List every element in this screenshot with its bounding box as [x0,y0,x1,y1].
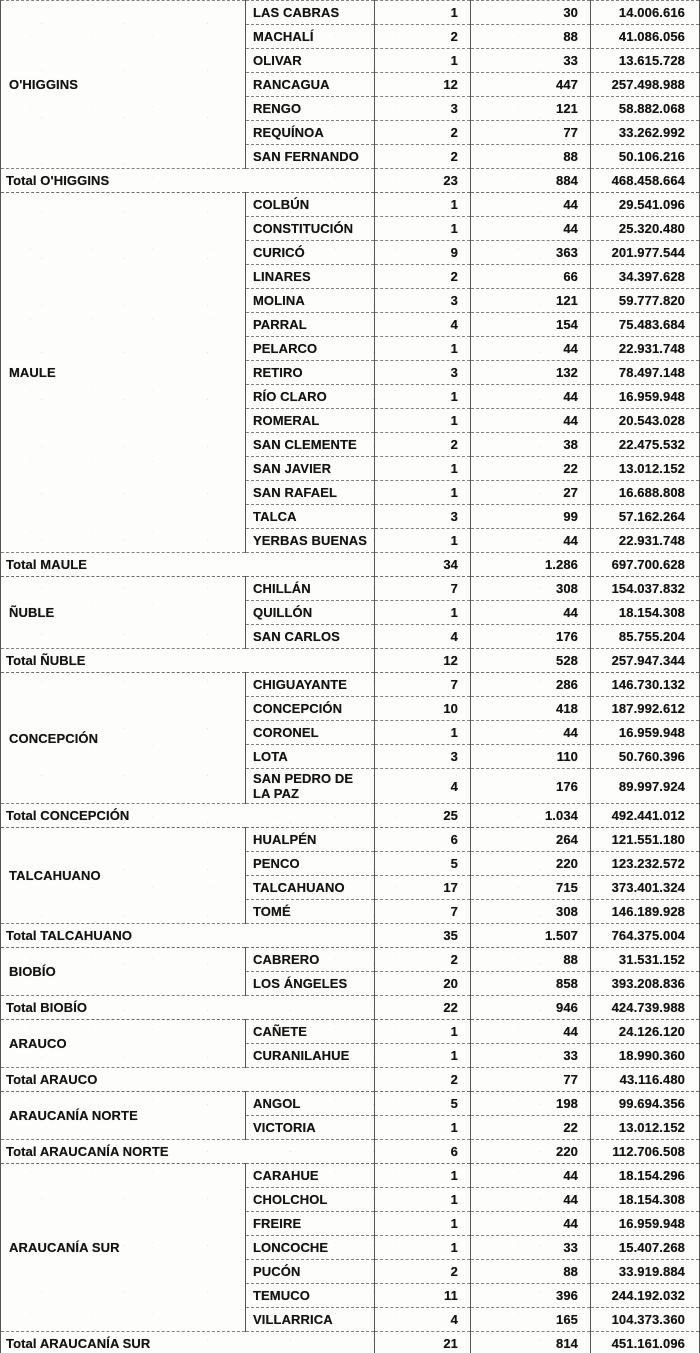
amount-cell: 50.106.216 [591,145,700,169]
count-cell: 11 [375,1284,471,1308]
total-count-cell: 35 [375,924,471,948]
commune-cell: ROMERAL [246,409,375,433]
total-count-cell: 21 [375,1332,471,1353]
total-label-cell: Total MAULE [1,553,375,577]
total-amount-cell: 257.947.344 [591,649,700,673]
amount-cell: 75.483.684 [591,313,700,337]
region-group [1,1,700,193]
amount-cell: 57.162.264 [591,505,700,529]
total-count-cell: 34 [375,553,471,577]
commune-row [1,948,700,972]
commune-cell: LINARES [246,265,375,289]
amount-cell: 201.977.544 [591,241,700,265]
commune-cell: LOTA [246,745,375,769]
region-total-row [1,924,700,948]
total-quantity-cell: 1.286 [471,553,591,577]
region-total-row [1,169,700,193]
amount-cell: 18.154.308 [591,1188,700,1212]
region-group [1,193,700,577]
commune-cell: VILLARRICA [246,1308,375,1332]
count-cell: 1 [375,193,471,217]
count-cell: 1 [375,1212,471,1236]
commune-cell: CURANILAHUE [246,1044,375,1068]
commune-row [1,1,700,25]
quantity-cell: 88 [471,1260,591,1284]
quantity-cell: 44 [471,1164,591,1188]
total-label-cell: Total ARAUCO [1,1068,375,1092]
amount-cell: 33.919.884 [591,1260,700,1284]
commune-cell: RÍO CLARO [246,385,375,409]
total-quantity-cell: 220 [471,1140,591,1164]
count-cell: 2 [375,1260,471,1284]
count-cell: 10 [375,697,471,721]
commune-cell: RENGO [246,97,375,121]
amount-cell: 18.154.296 [591,1164,700,1188]
amount-cell: 154.037.832 [591,577,700,601]
commune-cell: RETIRO [246,361,375,385]
amount-cell: 16.959.948 [591,385,700,409]
quantity-cell: 44 [471,601,591,625]
count-cell: 1 [375,337,471,361]
region-cell: ARAUCO [1,1020,246,1068]
total-count-cell: 12 [375,649,471,673]
region-cell: ARAUCANÍA SUR [1,1164,246,1332]
commune-cell: CABRERO [246,948,375,972]
commune-row [1,673,700,697]
amount-cell: 18.154.308 [591,601,700,625]
count-cell: 1 [375,385,471,409]
amount-cell: 244.192.032 [591,1284,700,1308]
count-cell: 1 [375,529,471,553]
count-cell: 3 [375,289,471,313]
amount-cell: 146.189.928 [591,900,700,924]
commune-cell: CONCEPCIÓN [246,697,375,721]
commune-cell: YERBAS BUENAS [246,529,375,553]
quantity-cell: 33 [471,1236,591,1260]
quantity-cell: 176 [471,625,591,649]
count-cell: 1 [375,1020,471,1044]
total-label-cell: Total O'HIGGINS [1,169,375,193]
total-quantity-cell: 814 [471,1332,591,1353]
total-amount-cell: 764.375.004 [591,924,700,948]
count-cell: 1 [375,1236,471,1260]
commune-row [1,577,700,601]
commune-cell: HUALPÉN [246,828,375,852]
quantity-cell: 44 [471,385,591,409]
total-quantity-cell: 884 [471,169,591,193]
amount-cell: 25.320.480 [591,217,700,241]
count-cell: 2 [375,433,471,457]
commune-cell: PENCO [246,852,375,876]
quantity-cell: 132 [471,361,591,385]
quantity-cell: 363 [471,241,591,265]
region-cell: MAULE [1,193,246,553]
amount-cell: 13.012.152 [591,1116,700,1140]
commune-row [1,1164,700,1188]
quantity-cell: 165 [471,1308,591,1332]
quantity-cell: 22 [471,457,591,481]
count-cell: 1 [375,49,471,73]
total-count-cell: 25 [375,804,471,828]
commune-cell: TALCA [246,505,375,529]
commune-row [1,828,700,852]
total-label-cell: Total ARAUCANÍA SUR [1,1332,375,1353]
amount-cell: 31.531.152 [591,948,700,972]
amount-cell: 123.232.572 [591,852,700,876]
amount-cell: 34.397.628 [591,265,700,289]
amount-cell: 18.990.360 [591,1044,700,1068]
count-cell: 1 [375,1044,471,1068]
amount-cell: 16.959.948 [591,721,700,745]
quantity-cell: 66 [471,265,591,289]
count-cell: 5 [375,852,471,876]
amount-cell: 187.992.612 [591,697,700,721]
commune-cell: REQUÍNOA [246,121,375,145]
region-total-row [1,996,700,1020]
amount-cell: 257.498.988 [591,73,700,97]
quantity-cell: 154 [471,313,591,337]
amount-cell: 373.401.324 [591,876,700,900]
commune-cell: MACHALÍ [246,25,375,49]
total-amount-cell: 112.706.508 [591,1140,700,1164]
commune-cell: CONSTITUCIÓN [246,217,375,241]
amount-cell: 33.262.992 [591,121,700,145]
quantity-cell: 715 [471,876,591,900]
region-cell: O'HIGGINS [1,1,246,169]
count-cell: 12 [375,73,471,97]
commune-cell: PARRAL [246,313,375,337]
count-cell: 1 [375,217,471,241]
commune-cell: SAN CLEMENTE [246,433,375,457]
commune-cell: SAN PEDRO DE LA PAZ [246,769,375,804]
total-quantity-cell: 528 [471,649,591,673]
count-cell: 17 [375,876,471,900]
quantity-cell: 858 [471,972,591,996]
count-cell: 1 [375,409,471,433]
count-cell: 2 [375,948,471,972]
commune-cell: VICTORIA [246,1116,375,1140]
quantity-cell: 176 [471,769,591,804]
quantity-cell: 286 [471,673,591,697]
amount-cell: 24.126.120 [591,1020,700,1044]
amount-cell: 50.760.396 [591,745,700,769]
amount-cell: 22.931.748 [591,337,700,361]
count-cell: 1 [375,1,471,25]
region-group [1,1020,700,1092]
count-cell: 2 [375,265,471,289]
commune-cell: CAÑETE [246,1020,375,1044]
commune-cell: SAN FERNANDO [246,145,375,169]
total-label-cell: Total ÑUBLE [1,649,375,673]
region-total-row [1,1332,700,1353]
commune-cell: PELARCO [246,337,375,361]
count-cell: 2 [375,121,471,145]
count-cell: 1 [375,1164,471,1188]
count-cell: 4 [375,313,471,337]
region-total-row [1,1140,700,1164]
region-group [1,673,700,828]
amount-cell: 146.730.132 [591,673,700,697]
count-cell: 2 [375,145,471,169]
commune-row [1,1020,700,1044]
commune-cell: CARAHUE [246,1164,375,1188]
count-cell: 6 [375,828,471,852]
total-count-cell: 2 [375,1068,471,1092]
count-cell: 4 [375,625,471,649]
total-label-cell: Total ARAUCANÍA NORTE [1,1140,375,1164]
quantity-cell: 22 [471,1116,591,1140]
commune-row [1,193,700,217]
quantity-cell: 396 [471,1284,591,1308]
commune-cell: FREIRE [246,1212,375,1236]
commune-cell: QUILLÓN [246,601,375,625]
commune-cell: SAN CARLOS [246,625,375,649]
total-count-cell: 6 [375,1140,471,1164]
count-cell: 4 [375,769,471,804]
total-amount-cell: 424.739.988 [591,996,700,1020]
count-cell: 1 [375,1188,471,1212]
quantity-cell: 264 [471,828,591,852]
region-total-row [1,553,700,577]
amount-cell: 16.688.808 [591,481,700,505]
count-cell: 3 [375,361,471,385]
total-quantity-cell: 77 [471,1068,591,1092]
total-count-cell: 23 [375,169,471,193]
commune-cell: TALCAHUANO [246,876,375,900]
commune-cell: PUCÓN [246,1260,375,1284]
region-total-row [1,804,700,828]
region-group [1,577,700,673]
quantity-cell: 77 [471,121,591,145]
region-group [1,948,700,1020]
total-amount-cell: 468.458.664 [591,169,700,193]
amount-cell: 15.407.268 [591,1236,700,1260]
quantity-cell: 220 [471,852,591,876]
commune-cell: LONCOCHE [246,1236,375,1260]
commune-cell: COLBÚN [246,193,375,217]
amount-cell: 41.086.056 [591,25,700,49]
quantity-cell: 44 [471,193,591,217]
region-cell: ÑUBLE [1,577,246,649]
commune-cell: OLIVAR [246,49,375,73]
total-amount-cell: 451.161.096 [591,1332,700,1353]
commune-cell: CORONEL [246,721,375,745]
count-cell: 1 [375,721,471,745]
region-total-row [1,649,700,673]
count-cell: 20 [375,972,471,996]
region-cell: ARAUCANÍA NORTE [1,1092,246,1140]
amount-cell: 393.208.836 [591,972,700,996]
commune-cell: CURICÓ [246,241,375,265]
amount-cell: 85.755.204 [591,625,700,649]
amount-cell: 78.497.148 [591,361,700,385]
count-cell: 1 [375,457,471,481]
count-cell: 7 [375,900,471,924]
region-cell: CONCEPCIÓN [1,673,246,804]
commune-cell: LOS ÁNGELES [246,972,375,996]
quantity-cell: 30 [471,1,591,25]
quantity-cell: 33 [471,49,591,73]
amount-cell: 121.551.180 [591,828,700,852]
quantity-cell: 110 [471,745,591,769]
quantity-cell: 447 [471,73,591,97]
commune-cell: TEMUCO [246,1284,375,1308]
quantity-cell: 418 [471,697,591,721]
commune-cell: CHIGUAYANTE [246,673,375,697]
quantity-cell: 121 [471,97,591,121]
region-cell: BIOBÍO [1,948,246,996]
quantity-cell: 121 [471,289,591,313]
total-quantity-cell: 946 [471,996,591,1020]
amount-cell: 20.543.028 [591,409,700,433]
commune-cell: TOMÉ [246,900,375,924]
quantity-cell: 44 [471,1020,591,1044]
count-cell: 5 [375,1092,471,1116]
quantity-cell: 44 [471,721,591,745]
region-group [1,828,700,948]
amount-cell: 89.997.924 [591,769,700,804]
amount-cell: 22.931.748 [591,529,700,553]
region-total-row [1,1068,700,1092]
quantity-cell: 44 [471,409,591,433]
amount-cell: 58.882.068 [591,97,700,121]
count-cell: 2 [375,25,471,49]
commune-cell: MOLINA [246,289,375,313]
count-cell: 9 [375,241,471,265]
total-label-cell: Total TALCAHUANO [1,924,375,948]
amount-cell: 22.475.532 [591,433,700,457]
amount-cell: 99.694.356 [591,1092,700,1116]
commune-cell: SAN RAFAEL [246,481,375,505]
quantity-cell: 44 [471,337,591,361]
count-cell: 3 [375,505,471,529]
total-count-cell: 22 [375,996,471,1020]
quantity-cell: 88 [471,948,591,972]
quantity-cell: 44 [471,1212,591,1236]
commune-cell: CHILLÁN [246,577,375,601]
total-amount-cell: 492.441.012 [591,804,700,828]
total-label-cell: Total CONCEPCIÓN [1,804,375,828]
commune-cell: RANCAGUA [246,73,375,97]
count-cell: 1 [375,601,471,625]
quantity-cell: 44 [471,529,591,553]
quantity-cell: 88 [471,145,591,169]
total-amount-cell: 43.116.480 [591,1068,700,1092]
quantity-cell: 38 [471,433,591,457]
commune-cell: CHOLCHOL [246,1188,375,1212]
total-label-cell: Total BIOBÍO [1,996,375,1020]
commune-row [1,1092,700,1116]
quantity-cell: 99 [471,505,591,529]
total-quantity-cell: 1.034 [471,804,591,828]
amount-cell: 104.373.360 [591,1308,700,1332]
region-cell: TALCAHUANO [1,828,246,924]
count-cell: 1 [375,1116,471,1140]
quantity-cell: 198 [471,1092,591,1116]
total-amount-cell: 697.700.628 [591,553,700,577]
quantity-cell: 44 [471,217,591,241]
total-quantity-cell: 1.507 [471,924,591,948]
amount-cell: 13.615.728 [591,49,700,73]
quantity-cell: 308 [471,900,591,924]
quantity-cell: 308 [471,577,591,601]
count-cell: 7 [375,673,471,697]
count-cell: 3 [375,97,471,121]
quantity-cell: 33 [471,1044,591,1068]
commune-cell: LAS CABRAS [246,1,375,25]
commune-cell: ANGOL [246,1092,375,1116]
amount-cell: 16.959.948 [591,1212,700,1236]
count-cell: 3 [375,745,471,769]
count-cell: 7 [375,577,471,601]
amount-cell: 13.012.152 [591,457,700,481]
quantity-cell: 88 [471,25,591,49]
count-cell: 1 [375,481,471,505]
region-group [1,1164,700,1353]
amount-cell: 14.006.616 [591,1,700,25]
amount-cell: 29.541.096 [591,193,700,217]
count-cell: 4 [375,1308,471,1332]
region-group [1,1092,700,1164]
quantity-cell: 27 [471,481,591,505]
commune-cell: SAN JAVIER [246,457,375,481]
amount-cell: 59.777.820 [591,289,700,313]
quantity-cell: 44 [471,1188,591,1212]
